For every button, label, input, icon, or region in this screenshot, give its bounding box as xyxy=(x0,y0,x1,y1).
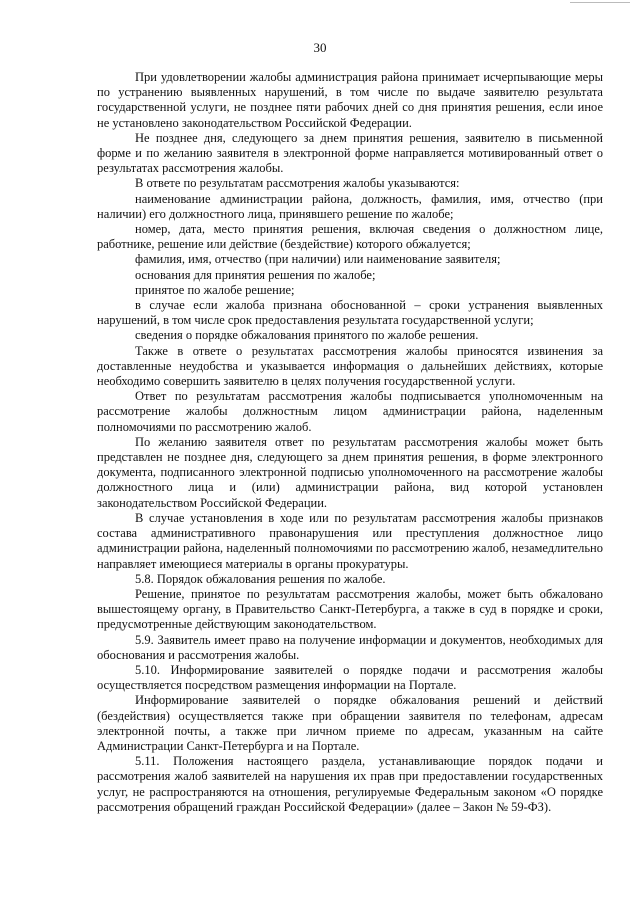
list-item: фамилия, имя, отчество (при наличии) или наименование заявителя; xyxy=(135,252,501,267)
list-item: наименование администрации района, должность, фамилия, имя, отчество (при наличии) его должностного лица, принявшего решение по жалобе; xyxy=(97,191,603,221)
section-heading-5-8: 5.8. Порядок обжалования решения по жалобе. xyxy=(135,571,386,586)
list-item: сведения о порядке обжалования принятого по жалобе решения. xyxy=(135,328,479,343)
page-number: 30 xyxy=(313,40,327,55)
list-item: номер, дата, место принятия решения, включая сведения о должностном лице, работнике, решение или действие (бездействие) которого обжалуется; xyxy=(97,222,603,252)
list-item: основания для принятия решения по жалобе; xyxy=(135,267,376,282)
list-item: в случае если жалоба признана обоснованной – сроки устранения выявленных нарушений, в том числе срок предоставления результата государственной услуги; xyxy=(97,298,603,328)
paragraph: Также в ответе о результатах рассмотрения жалобы приносятся извинения за доставленные неудобства и указывается информация о дальнейших действиях, которые необходимо совершить заявителю в целях получения государственной услуги. xyxy=(97,343,603,389)
section-5-10: 5.10. Информирование заявителей о порядке подачи и рассмотрения жалобы осуществляется посредством размещения информации на Портале. xyxy=(97,662,603,693)
document-body xyxy=(97,70,603,815)
list-item: принятое по жалобе решение; xyxy=(135,282,295,297)
paragraph: Решение, принятое по результатам рассмотрения жалобы, может быть обжаловано вышестоящему органу, в Правительство Санкт-Петербурга, а также в суд в порядке и сроки, предусмотренные действующим законодательством. xyxy=(97,586,603,632)
section-5-11: 5.11. Положения настоящего раздела, устанавливающие порядок подачи и рассмотрения жалоб заявителей на нарушения их прав при предоставлении государственных услуг, не распространяются на отношения, регулируемые Федеральным законом «О порядке рассмотрения обращений граждан Российской Федерации» (далее – Закон № 59-ФЗ). xyxy=(97,754,603,814)
paragraph: Ответ по результатам рассмотрения жалобы подписывается уполномоченным на рассмотрение жалобы должностным лицом администрации района, наделенным полномочиями по рассмотрению жалоб. xyxy=(97,389,603,434)
paragraph: В случае установления в ходе или по результатам рассмотрения жалобы признаков состава административного правонарушения или преступления должностное лицо администрации района, наделенный полномочиями по рассмотрению жалоб, незамедлительно направляет имеющиеся материалы в органы прокуратуры. xyxy=(97,510,603,571)
paragraph: По желанию заявителя ответ по результатам рассмотрения жалобы может быть представлен не позднее дня, следующего за днем принятия решения, в форме электронного документа, подписанного электронной подписью уполномоченного на рассмотрение жалобы должностного лица и (или) администрации района, вид которой установлен законодательством Российской Федерации. xyxy=(97,434,603,510)
paragraph: Не позднее дня, следующего за днем принятия решения, заявителю в письменной форме и по желанию заявителя в электронной форме направляется мотивированный ответ о результатах рассмотрения жалобы. xyxy=(97,130,603,176)
section-5-9: 5.9. Заявитель имеет право на получение информации и документов, необходимых для обоснования и рассмотрения жалобы. xyxy=(97,632,603,662)
scan-edge-mark xyxy=(570,2,630,5)
paragraph: В ответе по результатам рассмотрения жалобы указываются: xyxy=(135,176,460,191)
paragraph: Информирование заявителей о порядке обжалования решений и действий (бездействия) осуществляется также при обращении заявителя по телефонам, адресам электронной почты, а также при личном приеме по адресам, указанным на сайте Администрации Санкт-Петербурга и на Портале. xyxy=(97,693,603,753)
paragraph: При удовлетворении жалобы администрация района принимает исчерпывающие меры по устранению выявленных нарушений, в том числе по выдаче заявителю результата государственной услуги, не позднее пяти рабочих дней со дня принятия решения, если иное не установлено законодательством Российской Федерации. xyxy=(97,70,603,130)
